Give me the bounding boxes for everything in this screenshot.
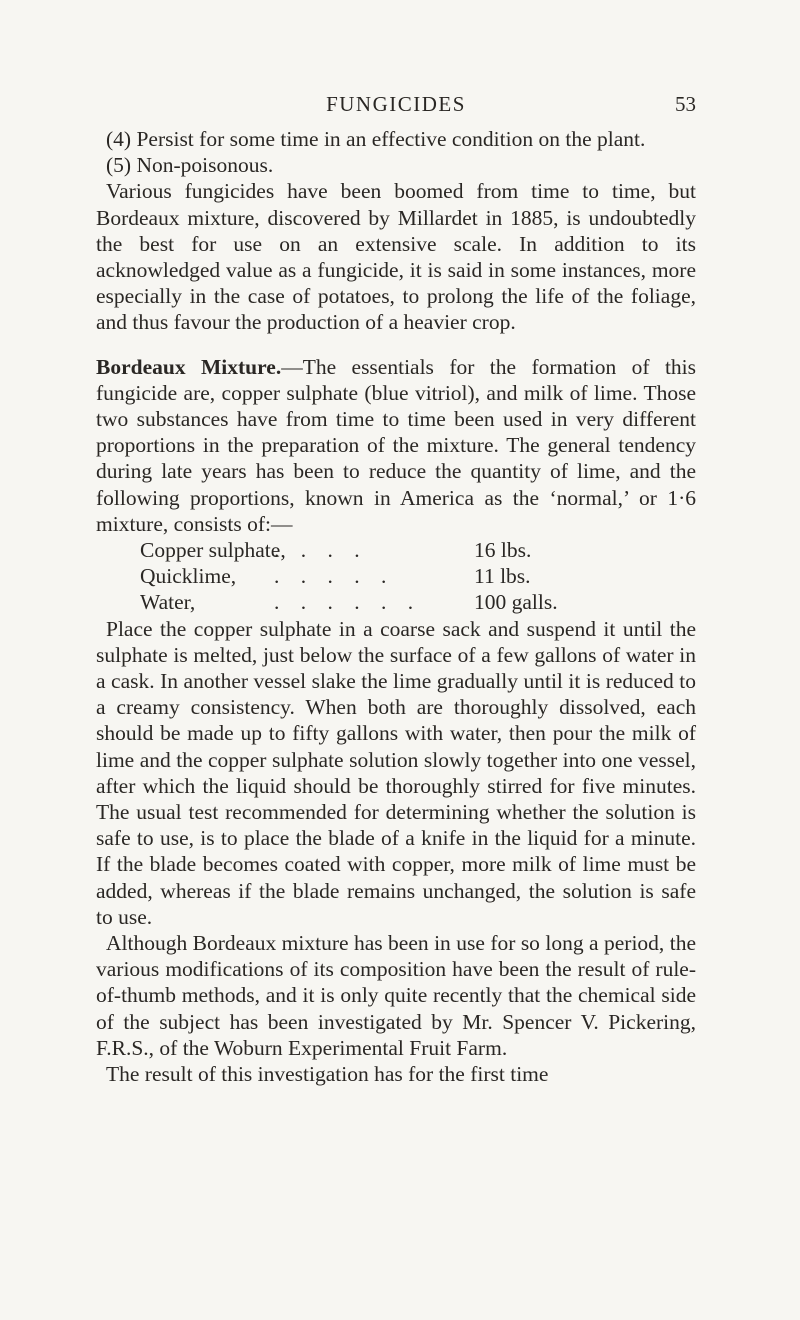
recipe-leader: . . . . . [274, 564, 395, 589]
recipe-row [96, 589, 696, 615]
page-header [96, 92, 696, 126]
paragraph-various-fungicides: Various fungicides have been boomed from time to time, but Bordeaux mixture, discovered by Millardet in 1885, is undoubtedly the best for use on an extensive scale. In addition to its acknowledged value as a fungicide, it is said in some instances, more especially in the case of potatoes, to prolong the life of the foliage, and thus favour the production of a heavier crop. [96, 179, 696, 335]
list-item-5: (5) Non-poisonous. [106, 153, 274, 178]
list-item-4: (4) Persist for some time in an effective condition on the plant. [106, 127, 646, 151]
recipe-quantity: 16 lbs. [474, 538, 532, 563]
recipe-ingredient: Water, [140, 590, 196, 615]
running-title: FUNGICIDES [326, 92, 466, 116]
section-spacer [96, 336, 696, 354]
recipe-leader: . . . . [274, 538, 368, 563]
paragraph-result: The result of this investigation has for the first time [106, 1062, 549, 1087]
recipe-ingredient: Copper sulphate, [140, 538, 286, 563]
section-heading: Bordeaux Mixture. [96, 354, 282, 379]
recipe-row [96, 563, 696, 589]
recipe-leader: . . . . . . [274, 590, 422, 615]
recipe-list [96, 537, 696, 616]
recipe-row [96, 537, 696, 563]
section-heading-text: —The essentials for the formation of this fungicide are, copper sulphate (blue vitriol), and milk of lime. Those two substances have from time to time been used in very different proportions in the preparation of the mixture. The general tendency during late years has been to reduce the quantity of lime, and the following proportions, known in America as the ‘normal,’ or 1·6 mixture, consists of:— [96, 354, 697, 536]
paragraph-place-copper: Place the copper sulphate in a coarse sack and suspend it until the sulphate is melted, just below the surface of a few gallons of water in a cask. In another vessel slake the lime gradually until it is reduced to a creamy consistency. When both are thoroughly dissolved, each should be made up to fifty gallons with water, then pour the milk of lime and the copper sulphate solution slowly together into one vessel, after which the liquid should be thoroughly stirred for five minutes. The usual test recommended for determining whether the solution is safe to use, is to place the blade of a knife in the liquid for a minute. If the blade becomes coated with copper, more milk of lime must be added, whereas if the blade remains unchanged, the solution is safe to use. [96, 616, 696, 929]
page-body [96, 126, 696, 1087]
paragraph-bordeaux-mixture [96, 354, 696, 537]
book-page [96, 92, 696, 1087]
paragraph-although: Although Bordeaux mixture has been in use for so long a period, the various modifications of its composition have been the result of rule-of-thumb methods, and it is only quite recently that the chemical side of the subject has been investigated by Mr. Spencer V. Pickering, F.R.S., of the Woburn Experimental Fruit Farm. [96, 931, 696, 1060]
page-number: 53 [675, 92, 696, 116]
recipe-quantity: 100 galls. [474, 590, 558, 615]
recipe-ingredient: Quicklime, [140, 564, 237, 589]
recipe-quantity: 11 lbs. [474, 564, 531, 589]
